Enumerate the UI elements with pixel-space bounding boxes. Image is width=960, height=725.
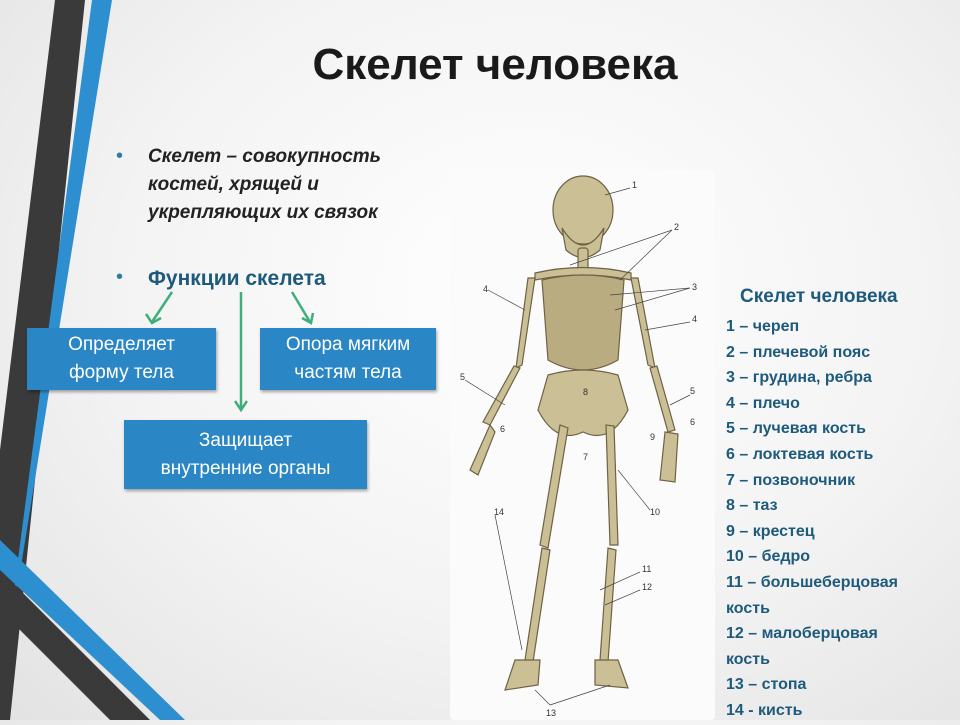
arrow-left	[152, 292, 172, 322]
callout-number: 7	[583, 452, 589, 462]
callout-number: 8	[583, 387, 589, 397]
legend-item: 12 – малоберцовая кость	[726, 625, 878, 668]
legend-title: Скелет человека	[740, 286, 898, 307]
callout-number: 6	[500, 424, 506, 434]
legend-item: 8 – таз	[726, 497, 778, 515]
bullet-icon: •	[116, 266, 124, 288]
function-box-protect	[124, 420, 367, 489]
legend-item: 1 – череп	[726, 318, 800, 335]
callout-number: 6	[690, 417, 696, 427]
function-box-shape	[27, 328, 216, 390]
callout-number: 5	[690, 386, 696, 396]
callout-number: 13	[546, 708, 557, 718]
callout-number: 14	[494, 507, 505, 517]
function-box-line: Опора мягким	[285, 334, 411, 355]
legend-item: 2 – плечевой пояс	[726, 343, 871, 361]
definition-text: Скелет – совокупность костей, хрящей и укрепляющих их связок	[148, 146, 381, 223]
legend-item: 5 – лучевая кость	[726, 420, 866, 438]
callout-number: 2	[674, 222, 680, 232]
callout-number: 1	[632, 180, 638, 190]
callout-number: 9	[650, 432, 656, 442]
callout-number: 12	[642, 582, 653, 592]
callout-number: 10	[650, 507, 661, 517]
function-box-support	[260, 328, 436, 390]
arrow-right	[292, 292, 310, 322]
skeleton-illustration	[450, 170, 715, 720]
callout-number: 4	[692, 314, 698, 324]
function-box-line: внутренние органы	[160, 457, 331, 479]
callout-number: 5	[460, 372, 466, 382]
function-box-line: Определяет	[68, 334, 175, 355]
function-box-line: Защищает	[198, 429, 293, 451]
legend-item: 3 – грудина, ребра	[726, 369, 872, 387]
callout-number: 3	[692, 282, 698, 292]
legend-item: 7 – позвоночник	[726, 471, 856, 489]
legend-item: 9 – крестец	[726, 522, 815, 540]
legend-item: 4 – плечо	[726, 394, 800, 412]
legend-item: 13 – стопа	[726, 676, 807, 694]
callout-number: 4	[483, 284, 489, 294]
legend-item: 11 – большеберцовая кость	[726, 573, 899, 617]
legend-item: 14 - кисть	[726, 701, 803, 719]
callout-number: 11	[642, 564, 652, 574]
legend	[726, 286, 956, 724]
functions-heading: Функции скелета	[148, 267, 326, 290]
bullet-icon: •	[116, 145, 124, 167]
slide-title: Скелет человека	[312, 40, 678, 89]
skeleton-image	[450, 170, 715, 720]
legend-item: 6 – локтевая кость	[726, 445, 874, 463]
legend-item: 10 – бедро	[726, 548, 811, 566]
function-box-line: частям тела	[294, 362, 402, 383]
function-box-line: форму тела	[69, 362, 174, 383]
